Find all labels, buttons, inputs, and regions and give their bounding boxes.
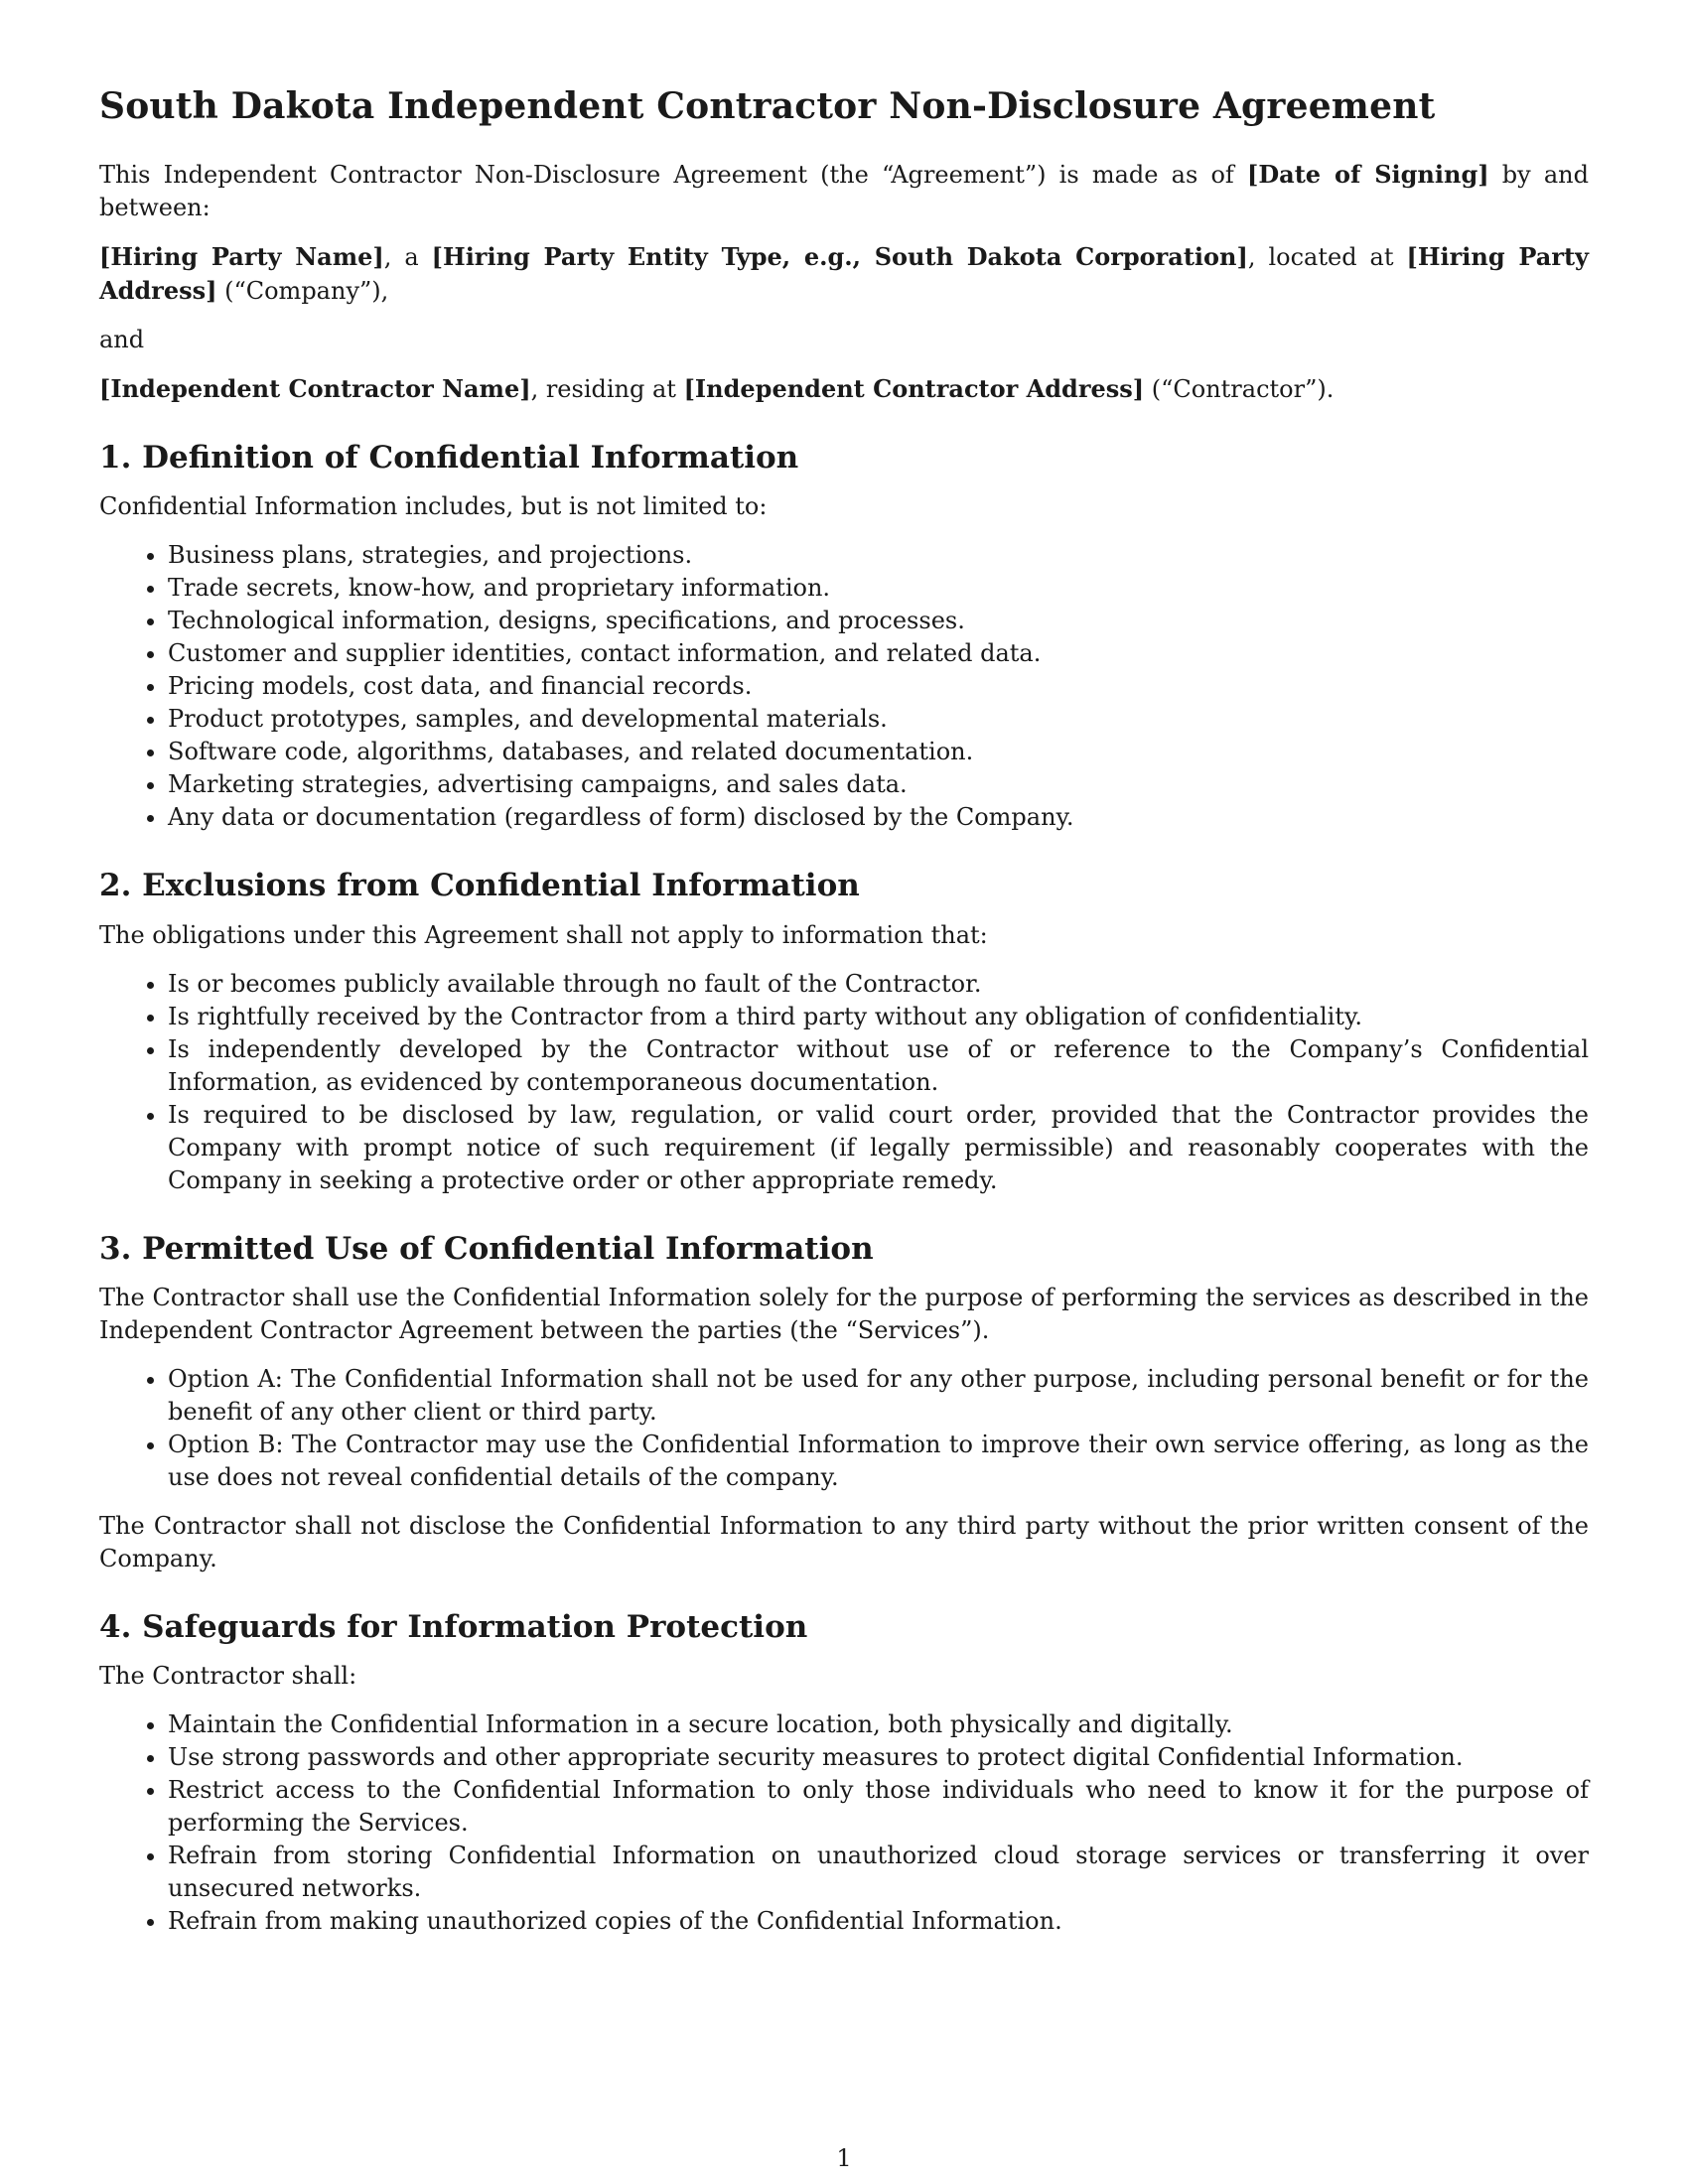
section-lead: The Contractor shall use the Confidential Information solely for the purpose of performing the services as described in the Independent Contractor Agreement between the parties (the “Services”). [99, 1283, 1589, 1344]
contractor-address-placeholder: [Independent Contractor Address] [683, 374, 1145, 404]
section-list [99, 1363, 1589, 1494]
hiring-party-type-placeholder: [Hiring Party Entity Type, e.g., South Dakota Corporation] [431, 242, 1248, 272]
connector-text: , residing at [530, 375, 684, 404]
company-label: (“Company”), [216, 277, 389, 306]
section-heading: 1. Definition of Confidential Information [99, 440, 799, 477]
list-item: • Refrain from storing Confidential Information on unauthorized cloud storage services or transferring it over unsecured networks. [168, 1840, 1589, 1905]
list-item: • Option A: The Confidential Information shall not be used for any other purpose, including personal benefit or for the benefit of any other client or third party. [168, 1363, 1589, 1429]
list-item: • Pricing models, cost data, and financial records. [168, 670, 1589, 703]
section-lead: The Contractor shall: [99, 1661, 357, 1690]
section-lead: The obligations under this Agreement shall not apply to information that: [99, 920, 988, 949]
list-item: • Any data or documentation (regardless of form) disclosed by the Company. [168, 801, 1589, 834]
list-item: • Technological information, designs, specifications, and processes. [168, 605, 1589, 637]
date-placeholder: [Date of Signing] [1246, 160, 1489, 190]
section-heading: 2. Exclusions from Confidential Information [99, 868, 860, 904]
intro-text-end: by and between: [99, 161, 1589, 222]
list-item: • Restrict access to the Confidential Information to only those individuals who need to know it for the purpose of performing the Services. [168, 1774, 1589, 1840]
list-item: • Maintain the Confidential Information in a secure location, both physically and digitally. [168, 1708, 1589, 1741]
hiring-party-address-placeholder: [Hiring Party Address] [99, 242, 1590, 306]
document-title: South Dakota Independent Contractor Non-Disclosure Agreement [99, 85, 1436, 127]
intro-paragraph [99, 158, 1589, 224]
contractor-name-placeholder: [Independent Contractor Name] [99, 374, 531, 404]
section-list [99, 1708, 1589, 1938]
list-item: • Business plans, strategies, and projections. [168, 539, 1589, 572]
list-item: • Option B: The Contractor may use the Confidential Information to improve their own service offering, as long as the use does not reveal confidential details of the company. [168, 1429, 1589, 1494]
list-item: • Is or becomes publicly available through no fault of the Contractor. [168, 968, 1589, 1001]
list-item: • Product prototypes, samples, and developmental materials. [168, 703, 1589, 736]
connector-text: , located at [1247, 243, 1407, 272]
list-item: • Is rightfully received by the Contractor from a third party without any obligation of confidentiality. [168, 1001, 1589, 1033]
section-heading: 3. Permitted Use of Confidential Information [99, 1230, 874, 1267]
section-heading: 4. Safeguards for Information Protection [99, 1608, 808, 1645]
list-item: • Marketing strategies, advertising campaigns, and sales data. [168, 768, 1589, 801]
list-item: • Software code, algorithms, databases, and related documentation. [168, 736, 1589, 768]
contractor-label: (“Contractor”). [1144, 375, 1335, 404]
list-item: • Refrain from making unauthorized copies of the Confidential Information. [168, 1905, 1589, 1938]
list-item: • Trade secrets, know-how, and proprietary information. [168, 572, 1589, 605]
section-closing: The Contractor shall not disclose the Confidential Information to any third party without the prior written consent of the Company. [99, 1511, 1589, 1572]
section-list [99, 539, 1589, 834]
list-item: • Is independently developed by the Contractor without use of or reference to the Company’s Confidential Information, as evidenced by contemporaneous documentation. [168, 1033, 1589, 1099]
section-lead: Confidential Information includes, but is not limited to: [99, 492, 768, 521]
list-item: • Use strong passwords and other appropriate security measures to protect digital Confidential Information. [168, 1741, 1589, 1774]
and-paragraph: and [99, 326, 145, 354]
contractor-paragraph [99, 372, 1589, 406]
list-item: • Customer and supplier identities, contact information, and related data. [168, 637, 1589, 670]
hiring-party-name-placeholder: [Hiring Party Name] [99, 242, 384, 272]
document-page [99, 85, 1589, 1954]
page-number: 1 [836, 2144, 852, 2172]
hiring-party-paragraph [99, 240, 1589, 308]
connector-text: , a [383, 243, 432, 272]
intro-text: This Independent Contractor Non-Disclosure Agreement (the “Agreement”) is made as of [99, 161, 1247, 190]
list-item: • Is required to be disclosed by law, regulation, or valid court order, provided that the Contractor provides the Company with prompt notice of such requirement (if legally permissible) and reasonably cooperates with the Company in seeking a protective order or other appropriate remedy. [168, 1099, 1589, 1197]
section-list [99, 968, 1589, 1197]
